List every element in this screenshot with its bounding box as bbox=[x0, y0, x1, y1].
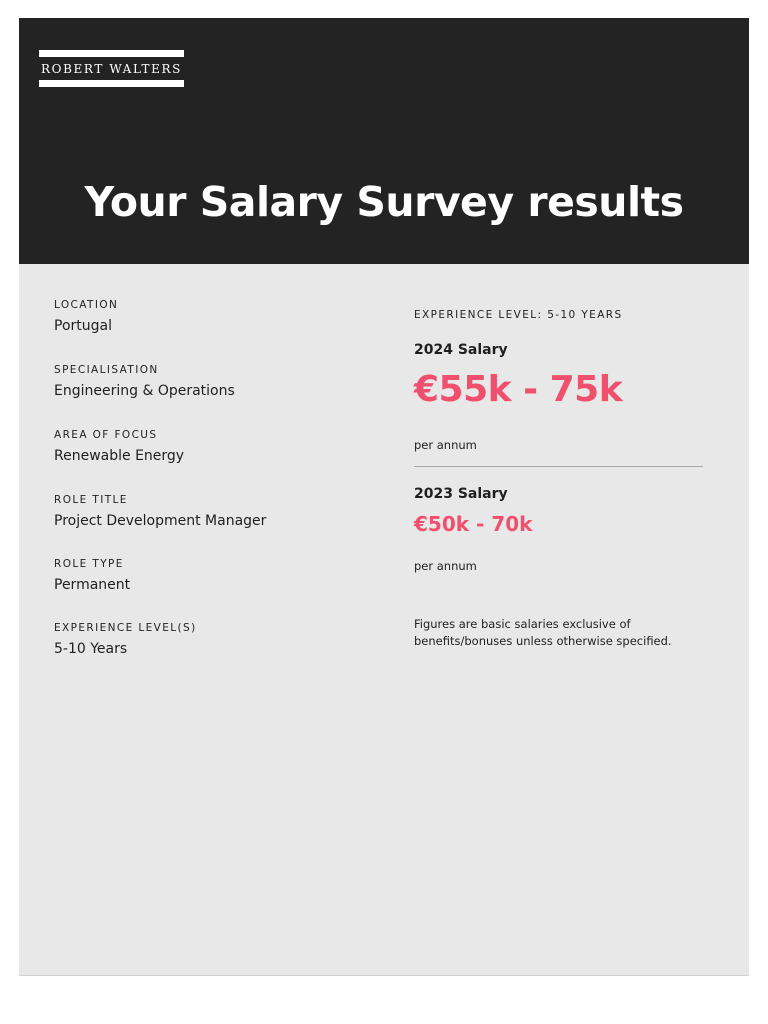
experience-levels-value: 5-10 Years bbox=[54, 641, 128, 657]
specialisation-value: Engineering & Operations bbox=[54, 383, 235, 399]
robert-walters-logo bbox=[39, 50, 184, 87]
specialisation-label: SPECIALISATION bbox=[54, 364, 159, 376]
area-of-focus-value: Renewable Energy bbox=[54, 448, 185, 464]
previous-salary-period: per annum bbox=[414, 559, 477, 573]
role-type-label: ROLE TYPE bbox=[54, 558, 124, 570]
role-title-field bbox=[54, 493, 374, 530]
area-of-focus-label: AREA OF FOCUS bbox=[54, 429, 158, 441]
location-field bbox=[54, 298, 374, 335]
salary-footnote: Figures are basic salaries exclusive of benefits/bonuses unless otherwise specified. bbox=[414, 617, 672, 648]
location-value: Portugal bbox=[54, 318, 112, 334]
current-salary-period: per annum bbox=[414, 438, 477, 452]
location-label: LOCATION bbox=[54, 299, 119, 311]
salary-divider bbox=[414, 466, 703, 467]
header-banner bbox=[19, 18, 749, 264]
current-salary-year: 2024 Salary bbox=[414, 342, 508, 358]
role-title-value: Project Development Manager bbox=[54, 513, 267, 529]
experience-levels-label: EXPERIENCE LEVEL(S) bbox=[54, 622, 197, 634]
logo-top-bar bbox=[39, 50, 184, 57]
logo-bottom-bar bbox=[39, 80, 184, 87]
current-salary-range: €55k - 75k bbox=[414, 369, 623, 410]
previous-salary-year: 2023 Salary bbox=[414, 486, 508, 502]
previous-salary-range: €50k - 70k bbox=[414, 512, 533, 536]
salary-results-card bbox=[19, 18, 749, 976]
role-type-field bbox=[54, 557, 374, 594]
role-title-label: ROLE TITLE bbox=[54, 494, 128, 506]
role-type-value: Permanent bbox=[54, 577, 131, 593]
specialisation-field bbox=[54, 363, 374, 400]
experience-levels-field bbox=[54, 621, 374, 658]
experience-level-heading: EXPERIENCE LEVEL: 5-10 YEARS bbox=[414, 309, 623, 321]
page-title: Your Salary Survey results bbox=[84, 178, 684, 226]
logo-wordmark: ROBERT WALTERS bbox=[41, 62, 182, 76]
area-of-focus-field bbox=[54, 428, 374, 465]
